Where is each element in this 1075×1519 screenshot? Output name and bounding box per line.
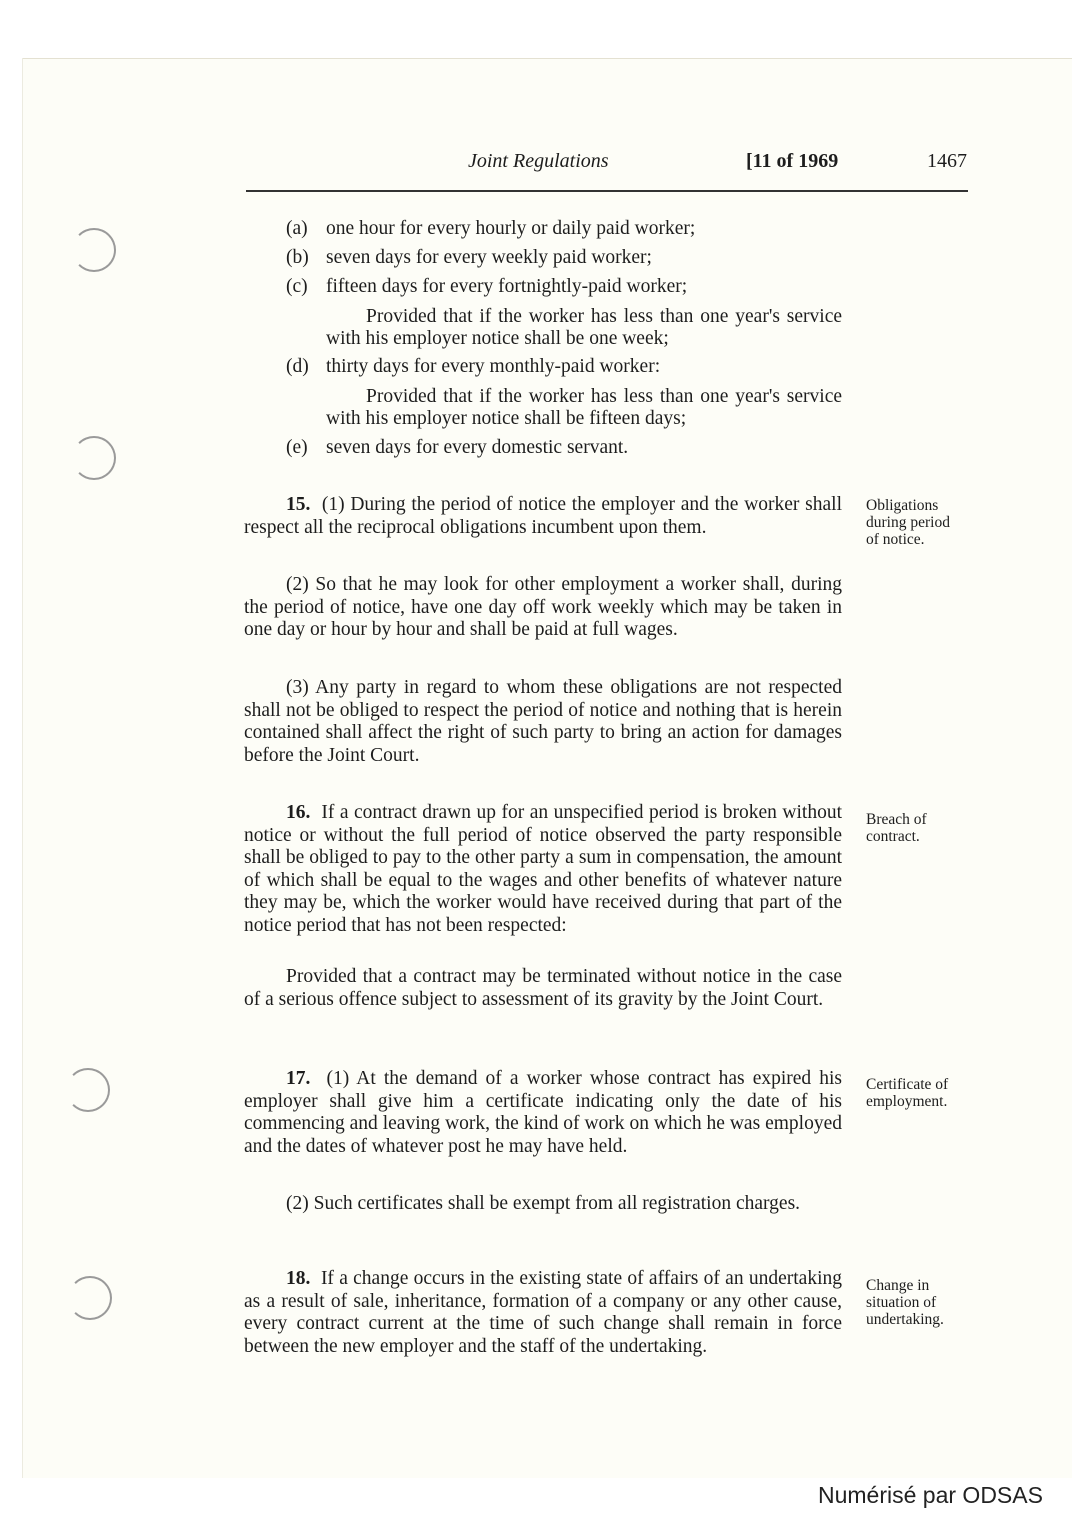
- digitization-credit: Numérisé par ODSAS: [818, 1482, 1043, 1508]
- binder-hole-4: [68, 1276, 112, 1320]
- header-rule: [246, 190, 968, 192]
- binder-hole-1: [72, 228, 116, 272]
- list-label: (a): [286, 218, 308, 239]
- section-17-para-2: (2) Such certificates shall be exempt from all registration charges.: [286, 1193, 801, 1214]
- section-15-para-3: (3) Any party in regard to whom these obligations are not respected shall not be obliged to respect the period of notice and nothing that is herein contained shall affect the right of such party to bring an action for damages before the Joint Court.: [244, 677, 842, 766]
- section-18-para-1: [244, 1268, 842, 1358]
- margin-note-17: Certificate of employment.: [866, 1076, 949, 1110]
- section-17-para-1: [244, 1068, 842, 1158]
- section-15-para-1: [244, 494, 842, 539]
- margin-note-15: Obligations during period of notice.: [866, 497, 950, 548]
- section-16-para-2: Provided that a contract may be terminated without notice in the case of a serious offence subject to assessment of its gravity by the Joint Court.: [244, 966, 842, 1010]
- section-number: 15.: [286, 494, 311, 515]
- list-item-e: [286, 437, 628, 459]
- list-item-c: [286, 276, 687, 298]
- list-item-b: [286, 247, 652, 269]
- binder-hole-2: [72, 436, 116, 480]
- margin-note-18: Change in situation of undertaking.: [866, 1277, 944, 1328]
- list-label: (d): [286, 356, 309, 377]
- margin-note-16: Breach of contract.: [866, 811, 927, 845]
- running-header-act: [11 of 1969: [746, 150, 839, 172]
- section-15-para-2: (2) So that he may look for other employment a worker shall, during the period of notice, have one day off work weekly which may be taken in one day or hour by hour and shall be paid at full wages.: [244, 574, 842, 640]
- section-text: (1) At the demand of a worker whose contract has expired his employer shall give him a certificate indicating only the date of his commencing and leaving work, the kind of work on which he was employed and the dates of whatever post he may have held.: [244, 1068, 843, 1157]
- section-number: 16.: [286, 802, 311, 823]
- running-header-title: Joint Regulations: [468, 150, 609, 172]
- list-label: (e): [286, 437, 308, 458]
- proviso-d: Provided that if the worker has less than one year's service with his employer notice shall be fifteen days;: [326, 386, 842, 429]
- document-page: [22, 58, 1072, 1478]
- list-text: fifteen days for every fortnightly-paid worker;: [326, 276, 688, 297]
- list-text: one hour for every hourly or daily paid worker;: [326, 218, 696, 239]
- list-text: seven days for every weekly paid worker;: [326, 247, 652, 268]
- list-item-a: [286, 218, 695, 240]
- list-text: seven days for every domestic servant.: [326, 437, 629, 458]
- section-number: 17.: [286, 1068, 311, 1089]
- section-text: (1) During the period of notice the employer and the worker shall respect all the reciprocal obligations incumbent upon them.: [244, 494, 842, 538]
- list-label: (b): [286, 247, 309, 268]
- section-text: If a change occurs in the existing state of affairs of an undertaking as a result of sale, inheritance, formation of a company or any other cause, every contract current at the time of such change shall remain in force between the new employer and the staff of the undertaking.: [244, 1268, 842, 1357]
- section-text: If a contract drawn up for an unspecified period is broken without notice or without the full period of notice observed the party responsible shall be obliged to pay to the other party a sum in compensation, the amount of which shall be equal to the wages and other benefits of whatever nature they may be, which the worker would have received during that part of the notice period that has not been respected:: [244, 802, 843, 936]
- list-item-d: [286, 356, 660, 378]
- section-number: 18.: [286, 1268, 311, 1289]
- binder-hole-3: [66, 1068, 110, 1112]
- page-left-edge: [22, 58, 23, 1478]
- list-text: thirty days for every monthly-paid worker:: [326, 356, 661, 377]
- proviso-c: Provided that if the worker has less than one year's service with his employer notice shall be one week;: [326, 306, 842, 349]
- page-number: 1467: [927, 150, 967, 172]
- list-label: (c): [286, 276, 308, 297]
- page-top-edge: [22, 58, 1072, 59]
- section-16-para-1: [244, 802, 842, 937]
